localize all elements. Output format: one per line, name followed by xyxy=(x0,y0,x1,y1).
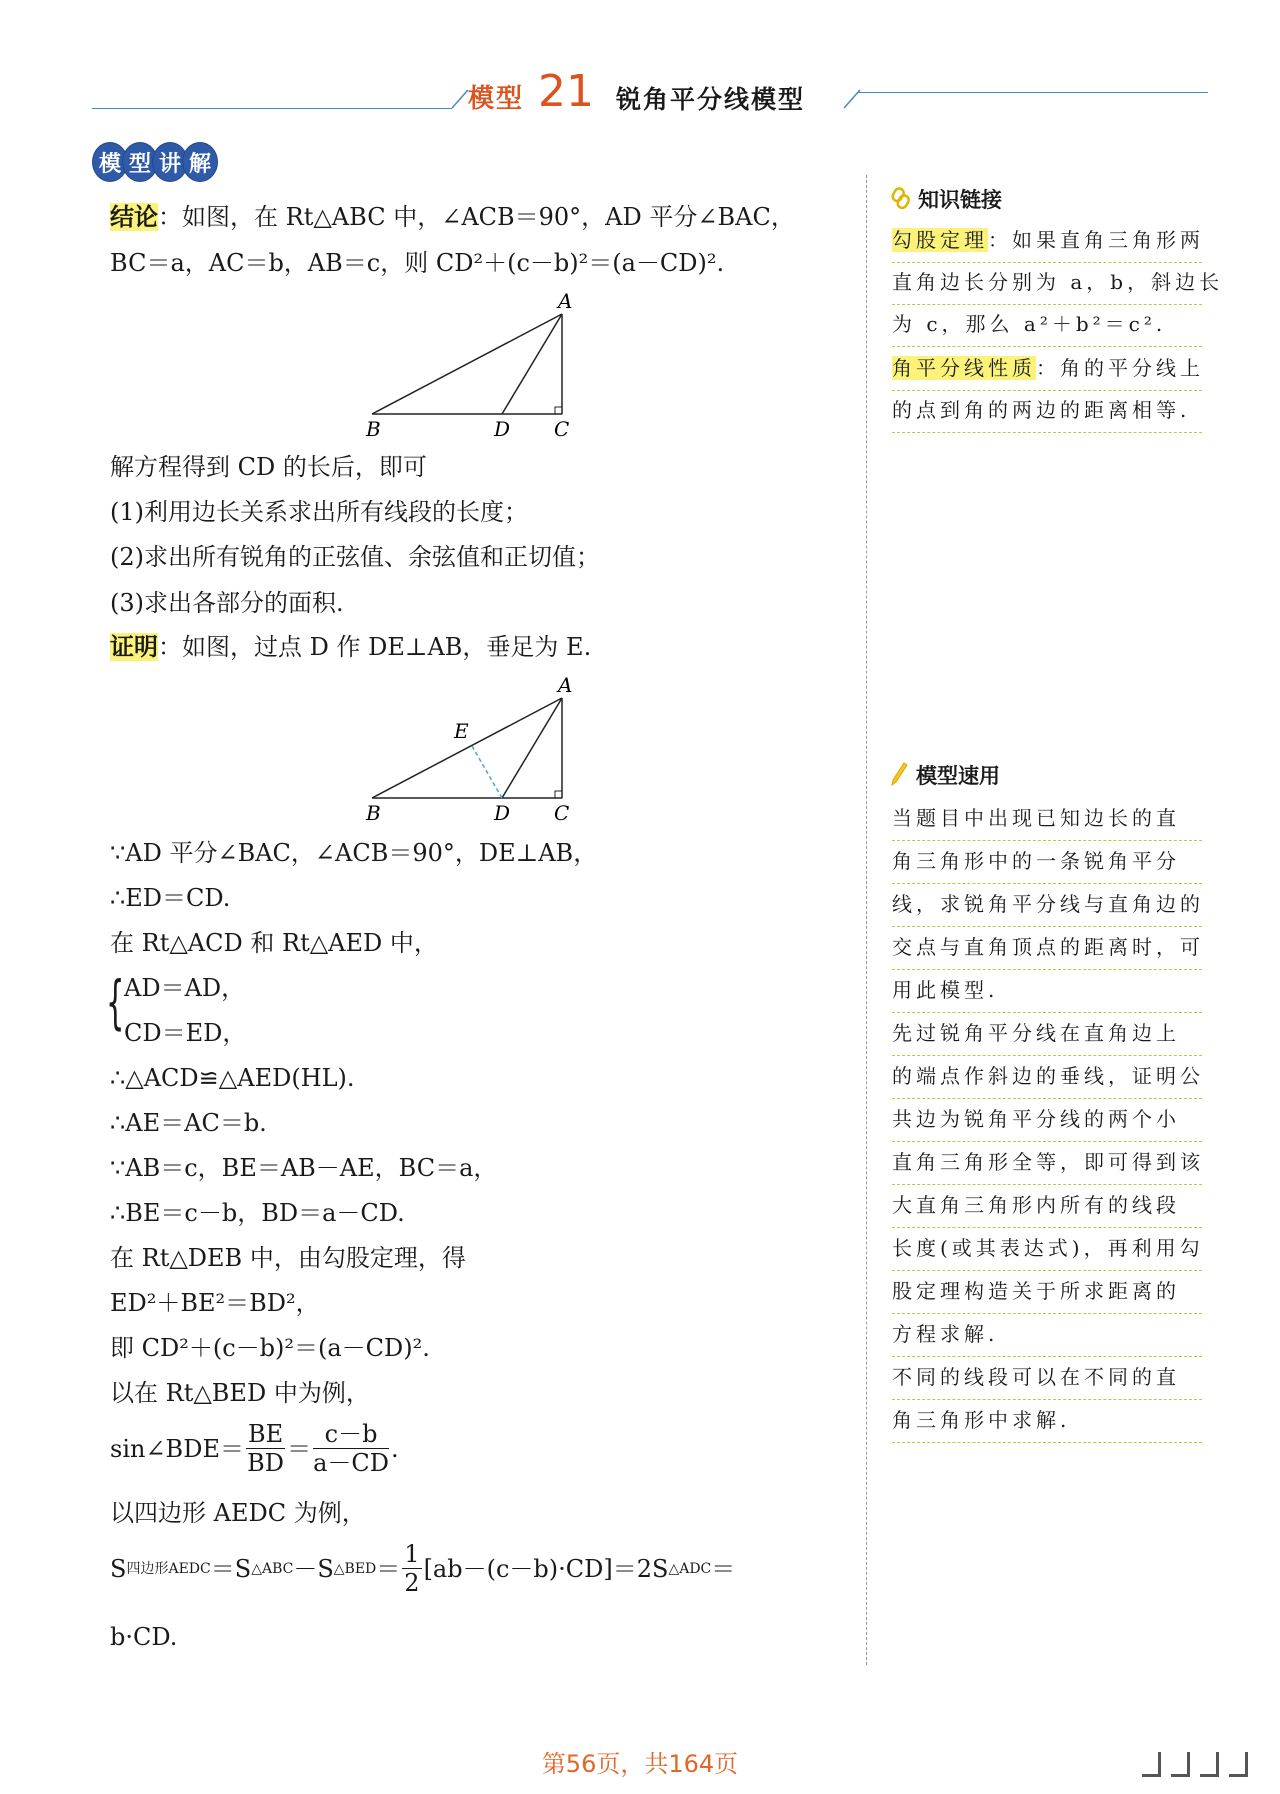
usage-line: 不同的线段可以在不同的直 xyxy=(892,1363,1202,1400)
usage-line: 的端点作斜边的垂线，证明公 xyxy=(892,1062,1202,1099)
knowledge-text: ：角的平分线上 xyxy=(1036,356,1204,380)
header-rule-left xyxy=(92,108,452,109)
knowledge-line xyxy=(892,226,1202,263)
proof-line: ∴BE＝c－b，BD＝a－CD. xyxy=(110,1199,405,1227)
usage-line: 方程求解. xyxy=(892,1320,1202,1357)
proof-line: CD＝ED， xyxy=(124,1019,247,1047)
knowledge-line xyxy=(892,354,1202,391)
fraction-half xyxy=(402,1540,421,1597)
usage-line: 直角三角形全等，即可得到该 xyxy=(892,1148,1202,1185)
usage-line: 线，求锐角平分线与直角边的 xyxy=(892,890,1202,927)
frac-den: BD xyxy=(247,1449,284,1477)
knowledge-text: 直角边长分别为 a，b，斜边长 xyxy=(892,270,1224,294)
knowledge-keyword: 勾股定理 xyxy=(892,228,988,252)
area-text: －S xyxy=(293,1554,334,1583)
usage-line: 角三角形中的一条锐角平分 xyxy=(892,847,1202,884)
knowledge-title: 知识链接 xyxy=(918,188,1002,212)
proof-line: ∴AE＝AC＝b. xyxy=(110,1109,267,1137)
usage-line: 先过锐角平分线在直角边上 xyxy=(892,1019,1202,1056)
proof-label: 证明 xyxy=(110,633,158,661)
label-E: E xyxy=(454,719,469,743)
proof-intro-text: ：如图，过点 D 作 DE⊥AB，垂足为 E. xyxy=(158,633,592,661)
area-formula xyxy=(110,1540,735,1597)
usage-line: 用此模型. xyxy=(892,976,1202,1013)
label-A: A xyxy=(558,292,573,313)
frac-num: BE xyxy=(247,1420,284,1448)
step-line: (3)求出各部分的面积. xyxy=(110,589,344,617)
badge-char: 模 xyxy=(92,142,128,182)
frac-den: a－CD xyxy=(313,1449,390,1477)
section-badge xyxy=(92,142,212,182)
proof-line: 以在 Rt△BED 中为例， xyxy=(110,1379,370,1407)
label-A: A xyxy=(558,676,573,697)
proof-line: ∵AD 平分∠BAC，∠ACB＝90°，DE⊥AB， xyxy=(110,839,598,867)
step-line: 解方程得到 CD 的长后，即可 xyxy=(110,453,427,481)
usage-title: 模型速用 xyxy=(916,764,1000,788)
knowledge-line xyxy=(892,268,1224,305)
area-sub: 四边形AEDC xyxy=(126,1560,211,1577)
pencil-icon xyxy=(890,760,910,786)
conclusion-label: 结论 xyxy=(110,203,158,231)
label-C: C xyxy=(554,417,570,441)
triangle-figure-2 xyxy=(360,676,580,826)
proof-intro xyxy=(110,632,591,662)
area-text: ＝S xyxy=(210,1554,252,1583)
usage-line: 股定理构造关于所求距离的 xyxy=(892,1277,1202,1314)
knowledge-line xyxy=(892,310,1202,347)
proof-line: b·CD. xyxy=(110,1623,178,1651)
knowledge-keyword: 角平分线性质 xyxy=(892,356,1036,380)
proof-line: 以四边形 AEDC 为例， xyxy=(110,1499,366,1527)
header-model-number: 21 xyxy=(538,66,594,117)
badge-char: 型 xyxy=(122,142,158,182)
frac-num: 1 xyxy=(404,1540,420,1568)
triangle-figure-1 xyxy=(360,292,580,442)
page-corner-marks xyxy=(1142,1752,1262,1776)
sin-formula xyxy=(110,1420,399,1477)
fraction-cb-acd xyxy=(313,1420,389,1477)
page-title: 锐角平分线模型 xyxy=(616,85,806,114)
header-rule-slant-left xyxy=(440,88,470,110)
link-icon xyxy=(890,186,912,210)
knowledge-text: ：如果直角三角形两 xyxy=(988,228,1204,252)
label-D: D xyxy=(494,801,511,825)
label-B: B xyxy=(366,801,381,825)
proof-line: ∵AB＝c，BE＝AB－AE，BC＝a， xyxy=(110,1154,498,1182)
frac-num: c－b xyxy=(313,1420,389,1449)
usage-line: 角三角形中求解. xyxy=(892,1406,1202,1443)
badge-char: 讲 xyxy=(152,142,188,182)
frac-den: 2 xyxy=(404,1569,420,1597)
area-sub: △ABC xyxy=(251,1560,294,1577)
proof-line: ∴ED＝CD. xyxy=(110,884,231,912)
proof-line: AD＝AD， xyxy=(124,974,246,1002)
proof-line: 在 Rt△DEB 中，由勾股定理，得 xyxy=(110,1244,466,1272)
proof-line: ED²＋BE²＝BD²， xyxy=(110,1289,320,1317)
area-text: ＝ xyxy=(711,1554,736,1583)
usage-line: 大直角三角形内所有的线段 xyxy=(892,1191,1202,1228)
header-rule-right xyxy=(858,92,1208,93)
area-text: ＝ xyxy=(376,1554,401,1583)
sin-prefix: sin∠BDE＝ xyxy=(110,1434,244,1463)
area-sub: △ADC xyxy=(668,1560,712,1577)
area-s: S xyxy=(110,1554,127,1583)
fraction-be-bd xyxy=(246,1420,285,1477)
step-line: (2)求出所有锐角的正弦值、余弦值和正切值； xyxy=(110,543,600,571)
usage-line: 共边为锐角平分线的两个小 xyxy=(892,1105,1202,1142)
knowledge-text: 为 c，那么 a²＋b²＝c². xyxy=(892,312,1167,336)
knowledge-line xyxy=(892,396,1202,433)
usage-line: 交点与直角顶点的距离时，可 xyxy=(892,933,1202,970)
label-B: B xyxy=(366,417,381,441)
label-D: D xyxy=(494,417,511,441)
knowledge-text: 的点到角的两边的距离相等. xyxy=(892,398,1191,422)
conclusion-line-2: BC＝a，AC＝b，AB＝c，则 CD²＋(c－b)²＝(a－CD)². xyxy=(110,249,725,277)
area-sub: △BED xyxy=(333,1560,377,1577)
step-line: (1)利用边长关系求出所有线段的长度； xyxy=(110,498,528,526)
page-number: 第56页，共164页 xyxy=(541,1750,739,1778)
sin-eq: ＝ xyxy=(287,1434,312,1463)
conclusion-line-1 xyxy=(110,202,795,232)
header-model-label: 模型 xyxy=(468,84,525,114)
proof-line: ∴△ACD≌△AED(HL). xyxy=(110,1064,355,1092)
sin-end: . xyxy=(391,1434,399,1463)
area-text: [ab－(c－b)·CD]＝2S xyxy=(423,1554,669,1583)
badge-char: 解 xyxy=(182,142,218,182)
usage-line: 当题目中出现已知边长的直 xyxy=(892,804,1202,841)
conclusion-text: ：如图，在 Rt△ABC 中，∠ACB＝90°，AD 平分∠BAC， xyxy=(158,203,795,231)
usage-line: 长度(或其表达式)，再利用勾 xyxy=(892,1234,1202,1271)
sidebar-divider xyxy=(866,175,867,1665)
label-C: C xyxy=(554,801,570,825)
proof-line: 即 CD²＋(c－b)²＝(a－CD)². xyxy=(110,1334,430,1362)
proof-line: 在 Rt△ACD 和 Rt△AED 中， xyxy=(110,929,438,957)
brace: { xyxy=(106,968,125,1036)
